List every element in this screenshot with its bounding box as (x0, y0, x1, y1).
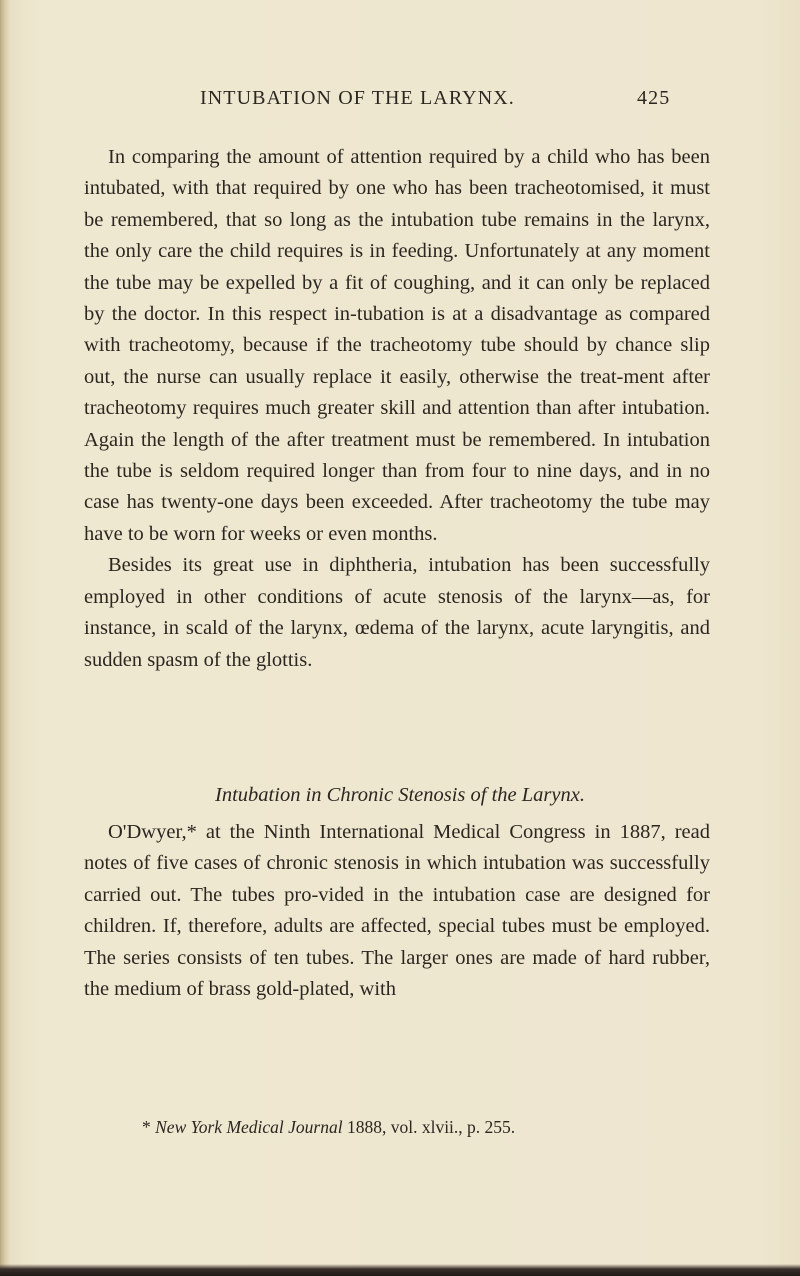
footnote-marker: * (142, 1117, 151, 1137)
paragraph-intubation-vs-tracheotomy: In comparing the amount of attention required by a child who has been intubated, with that required by one who has been tracheotomised, it must be remembered, that so long as the intubation tube remains in the larynx, the only care the child requires is in feeding. Unfortunately at any moment the tube may be expelled by a fit of coughing, and it can only be replaced by the doctor. In this respect in-tubation is at a disadvantage as compared with tracheotomy, because if the tracheotomy tube should by chance slip out, the nurse can usually replace it easily, otherwise the treat-ment after tracheotomy requires much greater skill and attention than after intubation. Again the length of the after treatment must be remembered. In intubation the tube is seldom required longer than from four to nine days, and in no case has twenty-one days been exceeded. After tracheotomy the tube may have to be worn for weeks or even months. (84, 146, 710, 545)
paragraph-other-uses: Besides its great use in diphtheria, intubation has been successfully employed in other conditions of acute stenosis of the larynx—as, for instance, in scald of the larynx, œdema of the larynx, acute laryngitis, and sudden spasm of the glottis. (84, 554, 710, 671)
page-left-edge (0, 0, 10, 1276)
paragraph-odwyer: O'Dwyer,* at the Ninth International Medical Congress in 1887, read notes of five cases of chronic stenosis in which intubation was successfully carried out. The tubes pro-vided in the intubation case are designed for children. If, therefore, adults are affected, special tubes must be employed. The series consists of ten tubes. The larger ones are made of hard rubber, the medium of brass gold-plated, with (84, 821, 710, 1001)
footnote (142, 1115, 742, 1139)
page-number: 425 (637, 87, 671, 109)
running-title: INTUBATION OF THE LARYNX. (200, 87, 515, 109)
page-bottom-edge (0, 1264, 800, 1276)
footnote-source: New York Medical Journal (155, 1117, 343, 1137)
section-subheading: Intubation in Chronic Stenosis of the Larynx. (215, 784, 585, 806)
body-text-bottom (84, 817, 710, 1005)
footnote-details: 1888, vol. xlvii., p. 255. (346, 1117, 516, 1137)
body-text-top (84, 142, 710, 676)
